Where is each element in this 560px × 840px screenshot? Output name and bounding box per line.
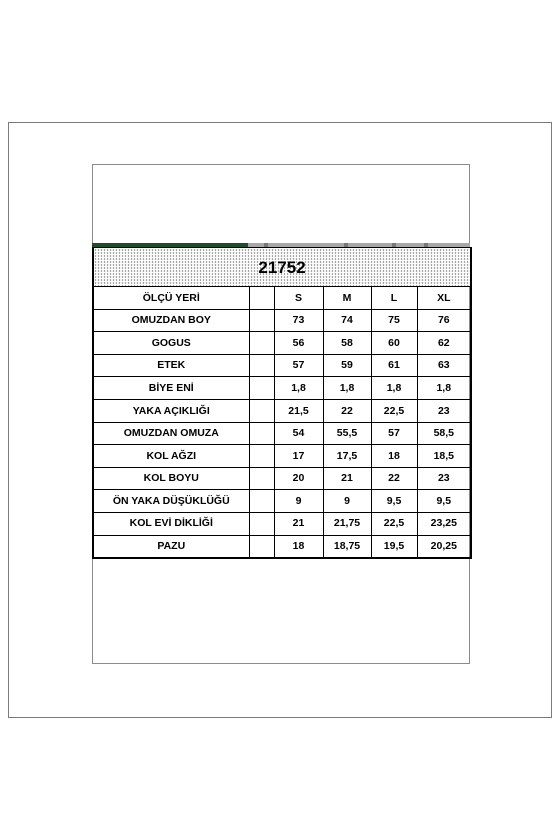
measurement-value: 74: [323, 309, 371, 332]
measurement-value: 73: [274, 309, 323, 332]
measurement-value: 21,75: [323, 512, 371, 535]
header-blank-cell: [249, 287, 274, 310]
measurement-value: 20: [274, 467, 323, 490]
blank-cell: [249, 535, 274, 558]
measurement-label: KOL BOYU: [93, 467, 249, 490]
table-row: [93, 535, 471, 558]
size-header-s: S: [274, 287, 323, 310]
measurement-label: OMUZDAN BOY: [93, 309, 249, 332]
measurement-value: 57: [371, 422, 417, 445]
measurement-label: GOGUS: [93, 332, 249, 355]
table-row: [93, 332, 471, 355]
measurement-value: 21,5: [274, 399, 323, 422]
blank-cell: [249, 354, 274, 377]
measurement-value: 63: [417, 354, 471, 377]
header-row: [93, 287, 471, 310]
measurement-value: 18: [371, 445, 417, 468]
measurement-value: 9,5: [371, 490, 417, 513]
measurement-value: 17: [274, 445, 323, 468]
measurement-value: 18,75: [323, 535, 371, 558]
measurement-value: 9: [274, 490, 323, 513]
measurement-value: 22: [371, 467, 417, 490]
table-row: [93, 467, 471, 490]
measurement-value: 55,5: [323, 422, 371, 445]
table-row: [93, 399, 471, 422]
size-chart-table: [92, 247, 472, 559]
measurement-value: 62: [417, 332, 471, 355]
measurement-label: PAZU: [93, 535, 249, 558]
measurement-value: 23: [417, 467, 471, 490]
header-label-cell: ÖLÇÜ YERİ: [93, 287, 249, 310]
measurement-value: 22,5: [371, 512, 417, 535]
measurement-label: KOL EVİ DİKLİĞİ: [93, 512, 249, 535]
table-row: [93, 377, 471, 400]
blank-cell: [249, 467, 274, 490]
measurement-value: 75: [371, 309, 417, 332]
measurement-label: YAKA AÇIKLIĞI: [93, 399, 249, 422]
measurement-value: 61: [371, 354, 417, 377]
measurement-value: 58,5: [417, 422, 471, 445]
product-code-cell: [93, 248, 471, 287]
table-row: [93, 422, 471, 445]
blank-cell: [249, 445, 274, 468]
measurement-value: 23: [417, 399, 471, 422]
table-row: [93, 309, 471, 332]
measurement-value: 1,8: [371, 377, 417, 400]
blank-cell: [249, 332, 274, 355]
measurement-label: BİYE ENİ: [93, 377, 249, 400]
blank-cell: [249, 309, 274, 332]
measurement-value: 17,5: [323, 445, 371, 468]
measurement-value: 76: [417, 309, 471, 332]
measurement-label: ETEK: [93, 354, 249, 377]
blank-cell: [249, 422, 274, 445]
measurement-value: 58: [323, 332, 371, 355]
measurement-value: 9: [323, 490, 371, 513]
measurement-value: 54: [274, 422, 323, 445]
measurement-label: KOL AĞZI: [93, 445, 249, 468]
measurement-label: OMUZDAN OMUZA: [93, 422, 249, 445]
measurement-value: 60: [371, 332, 417, 355]
product-code: 21752: [258, 257, 306, 277]
measurement-value: 18: [274, 535, 323, 558]
size-header-xl: XL: [417, 287, 471, 310]
size-header-m: M: [323, 287, 371, 310]
measurement-value: 22,5: [371, 399, 417, 422]
table-row: [93, 512, 471, 535]
measurement-value: 19,5: [371, 535, 417, 558]
size-header-l: L: [371, 287, 417, 310]
blank-cell: [249, 377, 274, 400]
measurement-value: 9,5: [417, 490, 471, 513]
measurement-value: 56: [274, 332, 323, 355]
title-row: [93, 248, 471, 287]
table-row: [93, 354, 471, 377]
measurement-value: 22: [323, 399, 371, 422]
measurement-value: 21: [274, 512, 323, 535]
measurement-value: 57: [274, 354, 323, 377]
blank-cell: [249, 490, 274, 513]
measurement-value: 59: [323, 354, 371, 377]
blank-cell: [249, 512, 274, 535]
measurement-value: 1,8: [323, 377, 371, 400]
table-row: [93, 445, 471, 468]
measurement-value: 18,5: [417, 445, 471, 468]
measurement-value: 1,8: [417, 377, 471, 400]
measurement-value: 20,25: [417, 535, 471, 558]
table-row: [93, 490, 471, 513]
measurement-value: 21: [323, 467, 371, 490]
measurement-value: 23,25: [417, 512, 471, 535]
blank-cell: [249, 399, 274, 422]
measurement-value: 1,8: [274, 377, 323, 400]
measurement-label: ÖN YAKA DÜŞÜKLÜĞÜ: [93, 490, 249, 513]
